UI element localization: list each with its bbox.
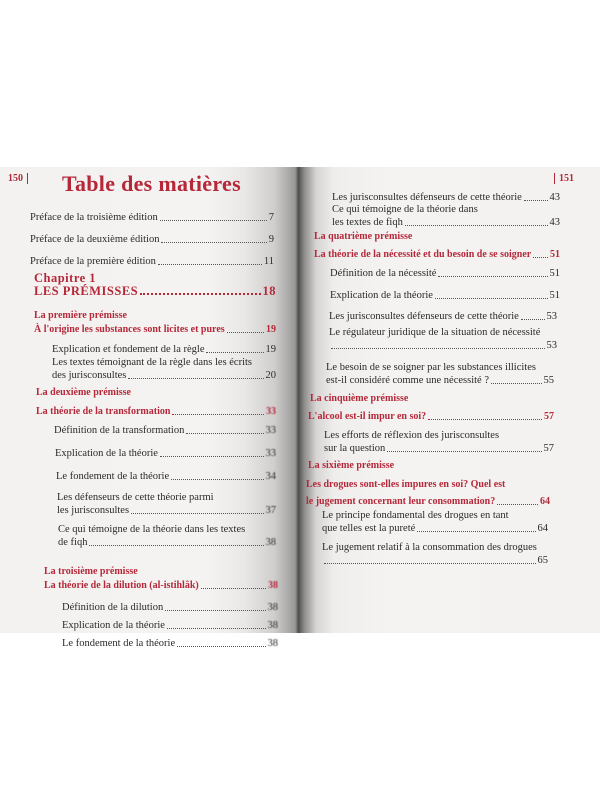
- premise-6-heading: La sixième prémisse: [308, 460, 395, 471]
- premise-3-heading: La troisième prémisse: [44, 566, 138, 577]
- toc-entry[interactable]: Les textes témoignant de la règle dans les écrits des jurisconsultes 20: [52, 357, 276, 381]
- leader-dots: [497, 504, 538, 505]
- leader-dots: [167, 628, 266, 629]
- toc-entry-preface-3[interactable]: Préface de la troisième édition 7: [30, 212, 274, 223]
- leader-dots: [491, 383, 542, 384]
- leader-dots: [177, 646, 265, 647]
- toc-entry[interactable]: Les défenseurs de cette théorie parmi les jurisconsultes 37: [57, 492, 276, 516]
- leader-dots: [89, 545, 263, 546]
- right-page: [298, 167, 600, 633]
- toc-entry[interactable]: Le principe fondamental des drogues en tant que telles est la pureté 64: [322, 510, 548, 534]
- leader-dots: [331, 348, 545, 349]
- leader-dots: [438, 276, 547, 277]
- toc-entry[interactable]: Définition de la nécessité 51: [330, 268, 560, 279]
- toc-entry-chapter-1[interactable]: LES PRÉMISSES 18: [34, 284, 276, 298]
- toc-entry[interactable]: Les efforts de réflexion des jurisconsultes sur la question 57: [324, 430, 554, 454]
- premise-4-heading: La quatrième prémisse: [314, 231, 413, 242]
- toc-entry-premise-2-theory[interactable]: La théorie de la transformation 33: [36, 406, 276, 417]
- leader-dots: [160, 220, 267, 221]
- toc-entry[interactable]: Explication de la théorie 33: [55, 448, 276, 459]
- leader-dots: [171, 479, 263, 480]
- toc-entry[interactable]: Ce qui témoigne de la théorie dans les textes de fiqh 43: [332, 204, 560, 228]
- toc-entry[interactable]: Les jurisconsultes défenseurs de cette théorie 43: [332, 192, 560, 203]
- toc-entry[interactable]: Le besoin de se soigner par les substances illicites est-il considéré comme une nécessité ? 55: [326, 362, 554, 386]
- toc-entry[interactable]: Définition de la transformation 33: [54, 425, 276, 436]
- leader-dots: [435, 298, 548, 299]
- left-page: [0, 167, 298, 649]
- leader-dots: [428, 419, 542, 420]
- toc-entry-premise-3-theory[interactable]: La théorie de la dilution (al-istihlâk) 38: [44, 580, 278, 591]
- leader-dots: [131, 513, 263, 514]
- leader-dots: [227, 332, 264, 333]
- leader-dots: [165, 610, 265, 611]
- leader-dots: [417, 531, 535, 532]
- toc-entry-preface-1[interactable]: Préface de la première édition 11: [30, 256, 274, 267]
- toc-title: Table des matières: [62, 171, 241, 196]
- toc-entry[interactable]: Le jugement relatif à la consommation des drogues 65: [322, 542, 548, 566]
- toc-entry[interactable]: Les jurisconsultes défenseurs de cette théorie 53: [329, 311, 557, 322]
- toc-entry[interactable]: Le fondement de la théorie 38: [62, 638, 278, 649]
- toc-entry[interactable]: Définition de la dilution 38: [62, 602, 278, 613]
- toc-entry-premise-5-theory[interactable]: L'alcool est-il impur en soi? 57: [308, 411, 554, 422]
- leader-dots: [387, 451, 541, 452]
- leader-dots: [186, 433, 263, 434]
- leader-dots: [172, 414, 264, 415]
- leader-dots: [324, 563, 536, 564]
- leader-dots: [533, 257, 548, 258]
- toc-entry[interactable]: Explication et fondement de la règle 19: [52, 344, 276, 355]
- leader-dots: [140, 293, 260, 295]
- toc-entry-preface-2[interactable]: Préface de la deuxième édition 9: [30, 234, 274, 245]
- leader-dots: [160, 456, 264, 457]
- leader-dots: [524, 200, 548, 201]
- chapter-number: Chapitre 1: [34, 271, 97, 285]
- page-number-right: 151: [554, 173, 574, 184]
- toc-entry-premise-6-theory[interactable]: Les drogues sont-elles impures en soi? Quel est le jugement concernant leur consommation? 64: [306, 479, 550, 507]
- leader-dots: [521, 319, 545, 320]
- toc-entry[interactable]: Explication de la théorie 38: [62, 620, 278, 631]
- leader-dots: [405, 225, 548, 226]
- leader-dots: [161, 242, 266, 243]
- toc-entry[interactable]: Ce qui témoigne de la théorie dans les textes de fiqh 38: [58, 524, 276, 548]
- leader-dots: [201, 588, 266, 589]
- premise-5-heading: La cinquième prémisse: [310, 393, 409, 404]
- leader-dots: [128, 378, 263, 379]
- open-book: [0, 167, 600, 649]
- premise-2-heading: La deuxième prémisse: [36, 387, 131, 398]
- toc-entry-premise-1-theory[interactable]: À l'origine les substances sont licites et pures 19: [34, 324, 276, 335]
- premise-1-heading: La première prémisse: [34, 310, 127, 321]
- leader-dots: [158, 264, 262, 265]
- toc-entry-premise-4-theory[interactable]: La théorie de la nécessité et du besoin de se soigner 51: [314, 249, 560, 260]
- leader-dots: [206, 352, 263, 353]
- toc-entry[interactable]: Explication de la théorie 51: [330, 290, 560, 301]
- toc-entry[interactable]: Le régulateur juridique de la situation de nécessité 53: [329, 327, 557, 351]
- toc-entry[interactable]: Le fondement de la théorie 34: [56, 471, 276, 482]
- page-number-left: 150: [8, 173, 28, 184]
